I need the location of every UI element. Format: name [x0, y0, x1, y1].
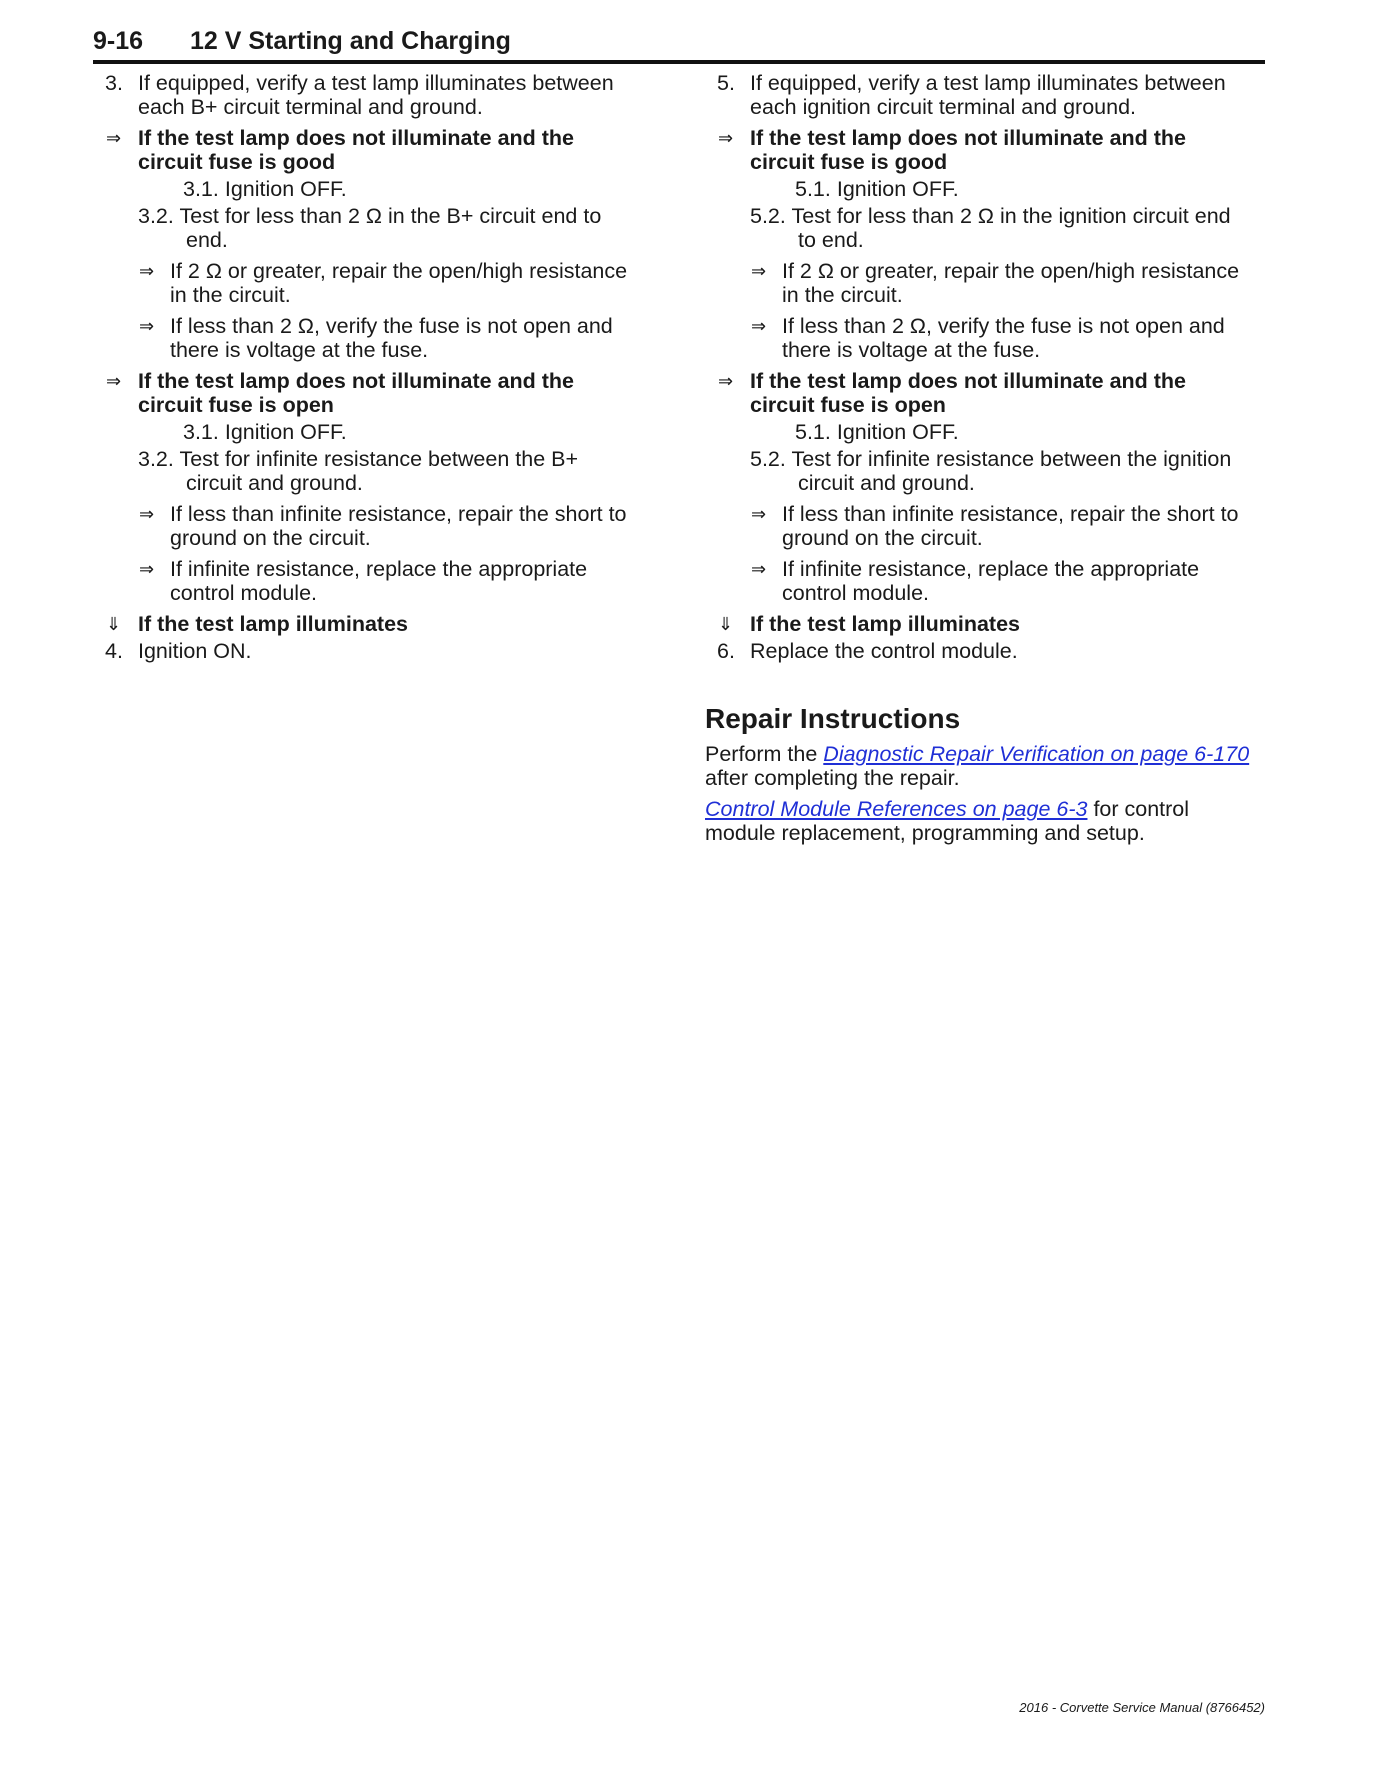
substep: 3.1. Ignition OFF.	[183, 177, 347, 201]
sub-result: ⇒ If infinite resistance, replace the appropriate control module.	[751, 557, 1200, 605]
repair-paragraph-1: Perform the Diagnostic Repair Verification on page 6-170 after completing the repair.	[705, 742, 1250, 790]
arrow-right-icon: ⇒	[106, 128, 122, 148]
sub-result: ⇒ If less than 2 Ω, verify the fuse is not open and there is voltage at the fuse.	[751, 314, 1225, 362]
arrow-right-icon: ⇒	[139, 261, 155, 281]
substep: 5.2. Test for less than 2 Ω in the ignition circuit end to end.	[750, 204, 1231, 252]
sub-result: ⇒ If less than infinite resistance, repair the short to ground on the circuit.	[751, 502, 1239, 550]
arrow-right-icon: ⇒	[139, 504, 155, 524]
substep: 3.2. Test for infinite resistance between the B+ circuit and ground.	[138, 447, 579, 495]
substep: 5.1. Ignition OFF.	[795, 177, 959, 201]
result-fuse-good: ⇒ If the test lamp does not illuminate and the circuit fuse is good	[718, 126, 1187, 174]
page-header	[93, 26, 1265, 64]
section-heading: Repair Instructions	[705, 703, 961, 734]
sub-result: ⇒ If 2 Ω or greater, repair the open/high resistance in the circuit.	[139, 259, 628, 307]
sub-result: ⇒ If less than 2 Ω, verify the fuse is not open and there is voltage at the fuse.	[139, 314, 613, 362]
page-title: 12 V Starting and Charging	[190, 27, 511, 55]
step-4: 4. Ignition ON.	[105, 639, 252, 663]
sub-result: ⇒ If infinite resistance, replace the appropriate control module.	[139, 557, 588, 605]
arrow-right-icon: ⇒	[751, 559, 767, 579]
step-6: 6. Replace the control module.	[717, 639, 1018, 663]
result-lamp-illuminates: ⇓ If the test lamp illuminates	[106, 612, 408, 636]
arrow-down-icon: ⇓	[106, 614, 122, 634]
repair-paragraph-2: Control Module References on page 6-3 for control module replacement, programming and setup.	[705, 797, 1190, 845]
result-lamp-illuminates: ⇓ If the test lamp illuminates	[718, 612, 1020, 636]
arrow-right-icon: ⇒	[718, 371, 734, 391]
arrow-right-icon: ⇒	[751, 261, 767, 281]
step-5: 5. If equipped, verify a test lamp illuminates between each ignition circuit terminal and ground.	[717, 71, 1226, 119]
arrow-right-icon: ⇒	[106, 371, 122, 391]
substep: 5.1. Ignition OFF.	[795, 420, 959, 444]
control-module-references-link[interactable]: Control Module References on page 6-3	[705, 797, 1088, 821]
page-number: 9-16	[93, 27, 144, 55]
result-fuse-open: ⇒ If the test lamp does not illuminate and the circuit fuse is open	[106, 369, 575, 417]
substep: 5.2. Test for infinite resistance between the ignition circuit and ground.	[750, 447, 1232, 495]
arrow-right-icon: ⇒	[751, 316, 767, 336]
diagnostic-repair-verification-link[interactable]: Diagnostic Repair Verification on page 6-170	[823, 742, 1250, 766]
sub-result: ⇒ If less than infinite resistance, repair the short to ground on the circuit.	[139, 502, 627, 550]
sub-result: ⇒ If 2 Ω or greater, repair the open/high resistance in the circuit.	[751, 259, 1240, 307]
arrow-right-icon: ⇒	[139, 559, 155, 579]
right-column	[705, 71, 1250, 670]
result-fuse-open: ⇒ If the test lamp does not illuminate and the circuit fuse is open	[718, 369, 1187, 417]
left-column	[93, 71, 638, 670]
step-3: 3. If equipped, verify a test lamp illuminates between each B+ circuit terminal and ground.	[105, 71, 614, 119]
arrow-right-icon: ⇒	[139, 316, 155, 336]
substep: 3.1. Ignition OFF.	[183, 420, 347, 444]
substep: 3.2. Test for less than 2 Ω in the B+ circuit end to end.	[138, 204, 602, 252]
page-footer: 2016 - Corvette Service Manual (8766452)	[1019, 1700, 1265, 1715]
arrow-right-icon: ⇒	[751, 504, 767, 524]
arrow-right-icon: ⇒	[718, 128, 734, 148]
arrow-down-icon: ⇓	[718, 614, 734, 634]
result-fuse-good: ⇒ If the test lamp does not illuminate and the circuit fuse is good	[106, 126, 575, 174]
